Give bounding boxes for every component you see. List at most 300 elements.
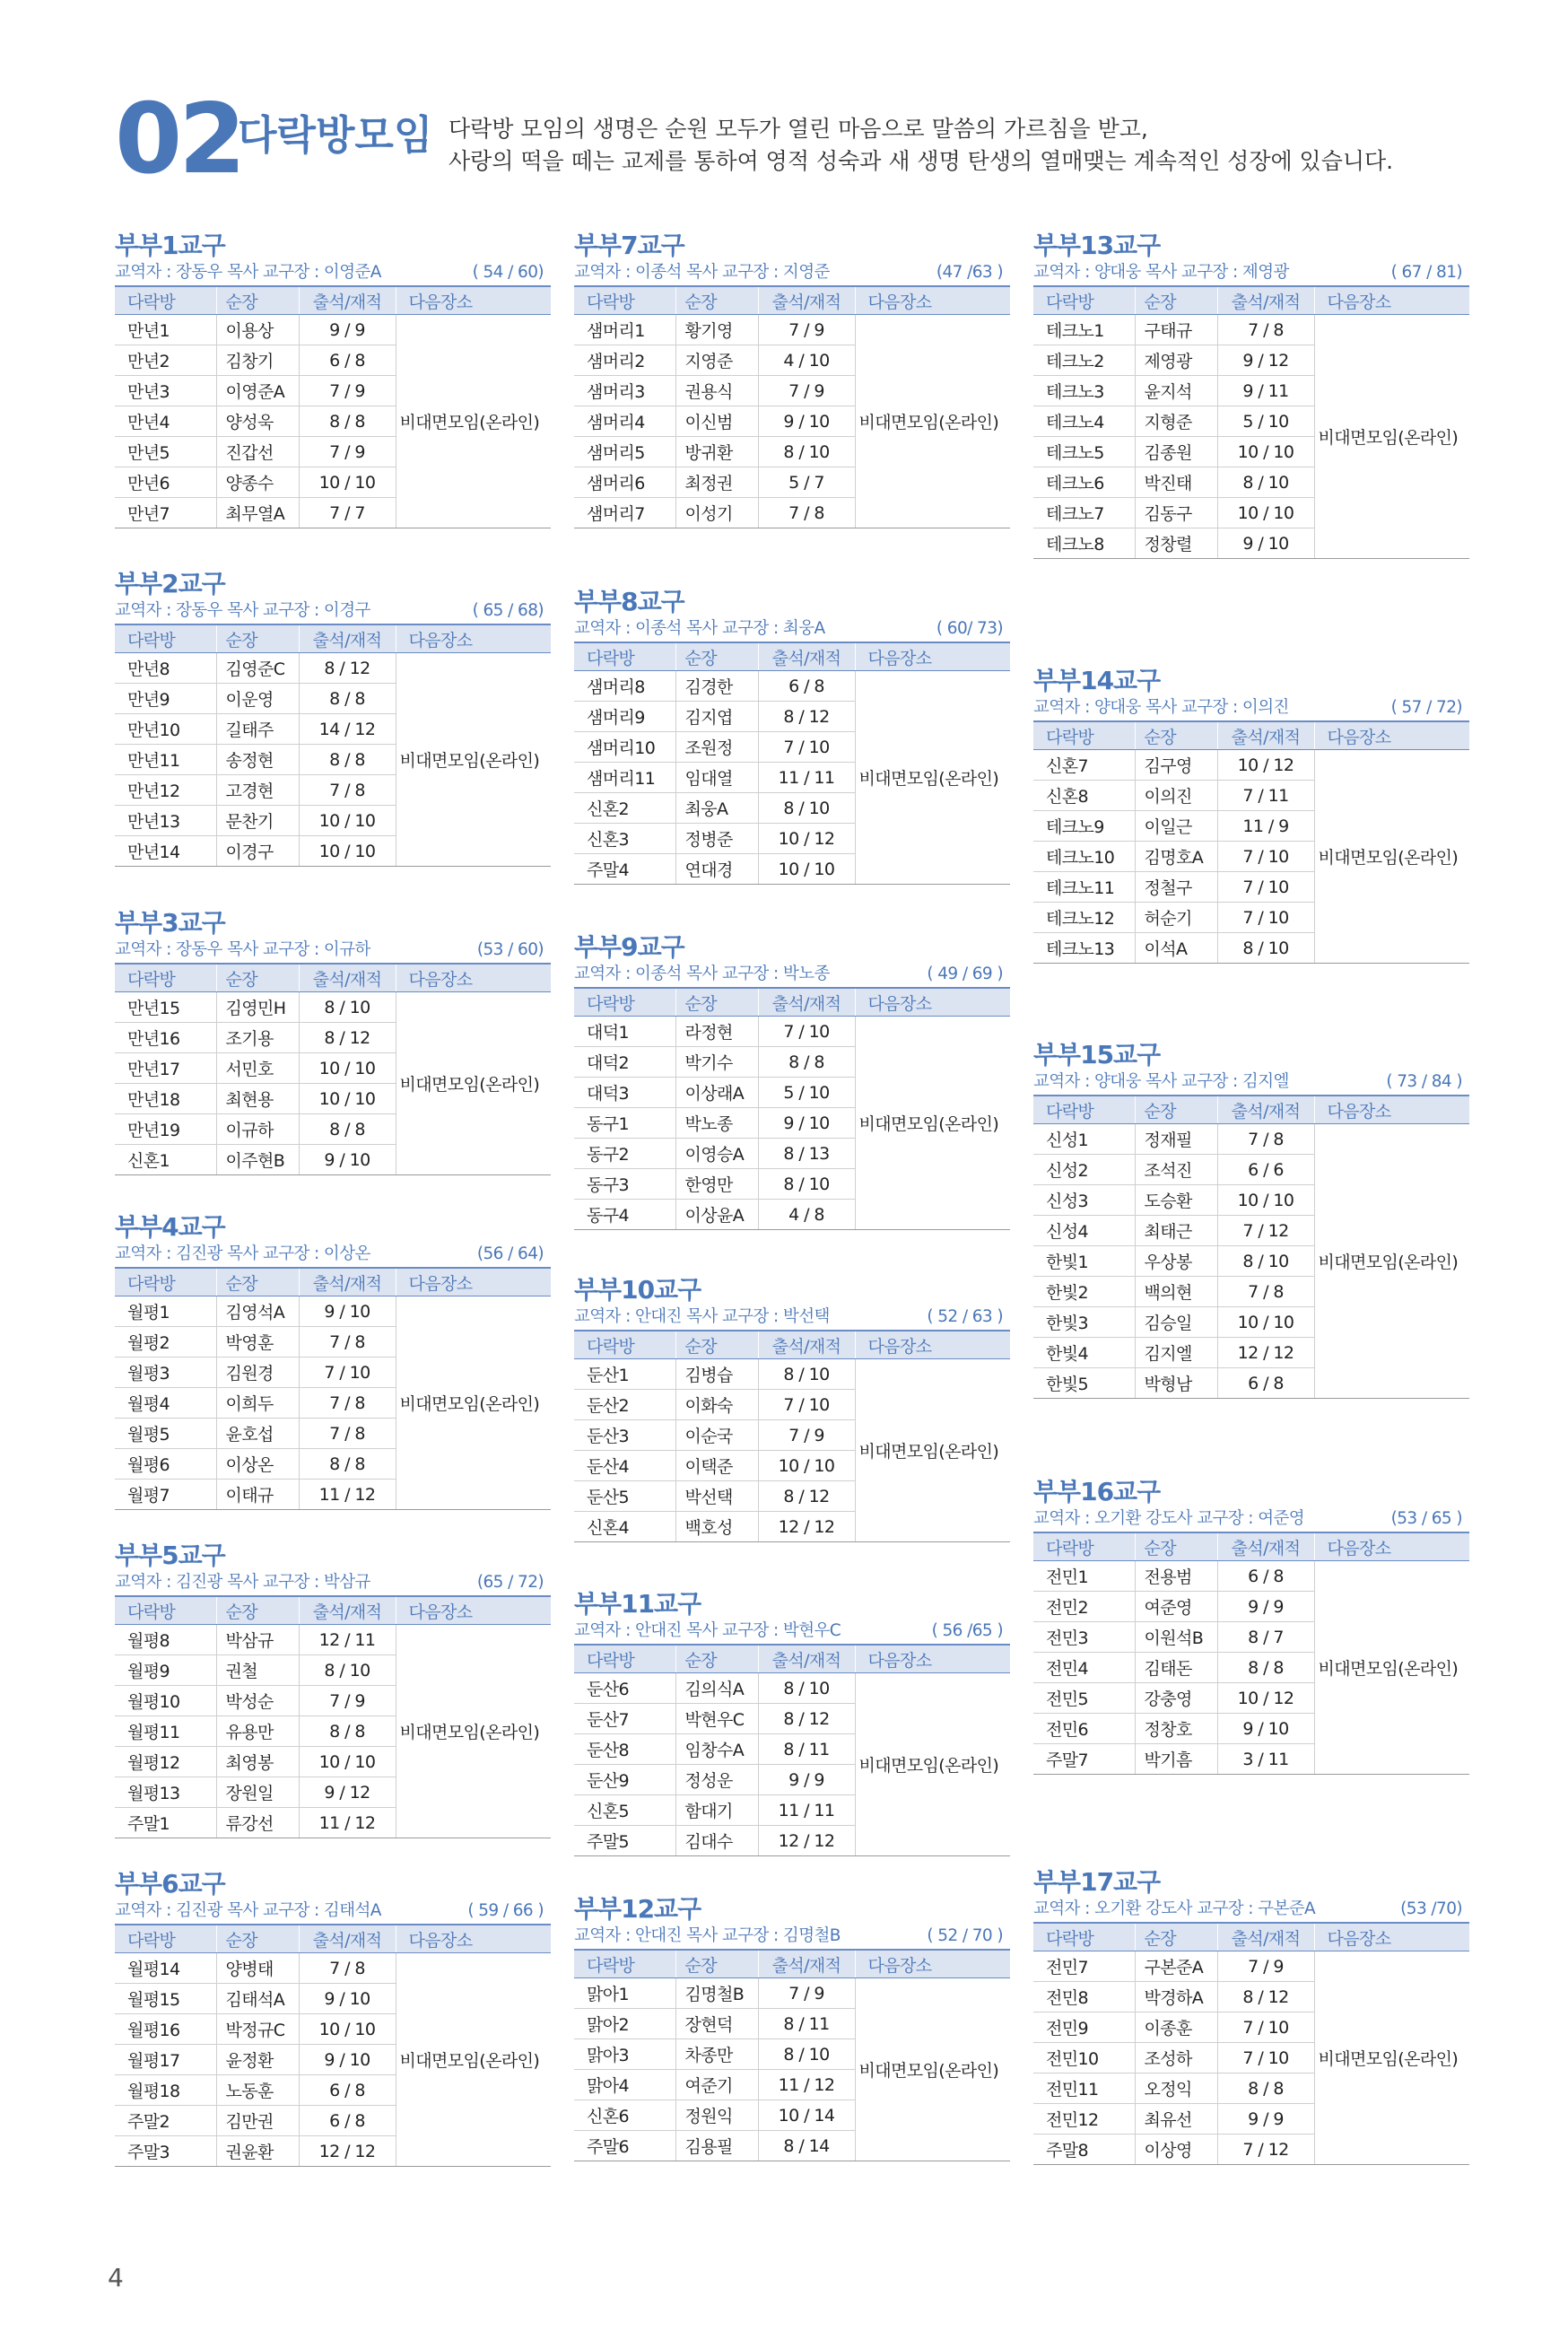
attendance-cell: 8 / 10 [758,437,855,467]
attendance-cell: 11 / 11 [758,1795,855,1826]
attendance-cell: 10 / 10 [299,836,396,867]
column-header: 출석/재적 [1217,721,1314,750]
attendance-total: ( 73 / 84 ) [1386,1072,1462,1091]
attendance-cell: 7 / 10 [1217,903,1314,933]
leader-text: 교역자 : 김진광 목사 교구장 : 김태석A [115,1901,381,1920]
attendance-total: (53 /70) [1400,1899,1462,1918]
attendance-table [115,1267,551,1510]
attendance-cell: 6 / 8 [299,2106,396,2136]
attendance-total: ( 67 / 81) [1390,263,1462,282]
group-name-cell: 주말7 [1033,1744,1135,1775]
attendance-cell: 8 / 13 [758,1139,855,1169]
meeting-place-cell: 비대면모임(온라인) [1314,750,1469,964]
column-header: 다락방 [574,1950,675,1978]
leader-cell: 박진태 [1135,467,1217,498]
section-description [449,113,1393,178]
attendance-table [1033,1922,1469,2165]
column-header: 순장 [216,624,299,653]
group-name-cell: 월평3 [115,1358,216,1388]
attendance-cell: 7 / 8 [299,1327,396,1358]
district-leaders [115,938,551,963]
group-name-cell: 한빛1 [1033,1246,1135,1277]
group-name-cell: 신혼8 [1033,781,1135,811]
column-header: 다음장소 [855,642,1010,671]
group-name-cell: 맑아2 [574,2009,675,2039]
meeting-place-cell: 비대면모임(온라인) [396,1953,551,2167]
leader-cell: 최현용 [216,1084,299,1114]
attendance-cell: 8 / 8 [299,684,396,714]
attendance-table [115,624,551,867]
table-row [115,653,551,684]
attendance-cell: 11 / 9 [1217,811,1314,842]
leader-text: 교역자 : 이종석 목사 교구장 : 지영준 [574,263,830,282]
attendance-cell: 4 / 8 [758,1200,855,1230]
column-header: 다음장소 [855,1645,1010,1673]
group-name-cell: 월평1 [115,1296,216,1327]
group-name-cell: 신혼7 [1033,750,1135,781]
attendance-cell: 4 / 10 [758,345,855,376]
leader-cell: 이신범 [675,406,758,437]
leader-cell: 이원석B [1135,1622,1217,1653]
leader-cell: 이영준A [216,376,299,406]
leader-cell: 이석A [1135,933,1217,964]
leader-cell: 구태규 [1135,315,1217,345]
attendance-cell: 8 / 10 [1217,933,1314,964]
attendance-cell: 10 / 10 [299,2014,396,2045]
group-name-cell: 전민8 [1033,1982,1135,2012]
leader-text: 교역자 : 이종석 목사 교구장 : 박노종 [574,965,830,983]
group-name-cell: 테크노2 [1033,345,1135,376]
district-group [1033,667,1469,964]
leader-cell: 김용필 [675,2131,758,2161]
group-name-cell: 둔산6 [574,1673,675,1704]
leader-cell: 권윤환 [216,2136,299,2167]
group-name-cell: 월평18 [115,2075,216,2106]
attendance-total: ( 49 / 69 ) [927,965,1003,983]
district-title: 부부16교구 [1033,1477,1161,1506]
attendance-cell: 9 / 10 [758,406,855,437]
attendance-cell: 8 / 10 [299,992,396,1023]
group-name-cell: 만년18 [115,1084,216,1114]
group-name-cell: 테크노10 [1033,842,1135,872]
leader-cell: 양성욱 [216,406,299,437]
district-group [115,1541,551,1838]
leader-cell: 라정현 [675,1017,758,1047]
column-header: 출석/재적 [758,1645,855,1673]
attendance-cell: 5 / 10 [758,1078,855,1108]
group-name-cell: 신혼5 [574,1795,675,1826]
leader-cell: 구본준A [1135,1951,1217,1982]
group-name-cell: 동구3 [574,1169,675,1200]
attendance-table [574,642,1010,885]
attendance-cell: 9 / 12 [299,1777,396,1808]
leader-text: 교역자 : 양대웅 목사 교구장 : 김지엘 [1033,1072,1289,1091]
leader-cell: 백호성 [675,1512,758,1542]
column-header: 순장 [1135,1096,1217,1124]
group-name-cell: 둔산4 [574,1451,675,1481]
column-header: 순장 [675,988,758,1017]
leader-cell: 김동구 [1135,498,1217,528]
district-group [115,570,551,867]
leader-cell: 김종원 [1135,437,1217,467]
column-header: 순장 [216,964,299,992]
column-header: 순장 [675,286,758,315]
group-name-cell: 한빛4 [1033,1338,1135,1368]
attendance-cell: 7 / 11 [1217,781,1314,811]
group-name-cell: 전민7 [1033,1951,1135,1982]
attendance-cell: 9 / 9 [299,315,396,345]
leader-cell: 이영승A [675,1139,758,1169]
meeting-place-cell: 비대면모임(온라인) [396,1625,551,1838]
leader-cell: 이상온 [216,1449,299,1480]
leader-text: 교역자 : 오기환 강도사 교구장 : 여준영 [1033,1509,1305,1528]
group-name-cell: 만년1 [115,315,216,345]
column-header: 다락방 [115,286,216,315]
district-title: 부부7교구 [574,231,684,260]
column-header: 출석/재적 [1217,1923,1314,1951]
leader-cell: 길태주 [216,714,299,745]
meeting-place-cell: 비대면모임(온라인) [396,315,551,528]
attendance-table [115,1595,551,1838]
leader-cell: 송정현 [216,745,299,775]
attendance-cell: 10 / 14 [758,2100,855,2131]
leader-text: 교역자 : 양대웅 목사 교구장 : 제영광 [1033,263,1289,282]
attendance-table [574,1949,1010,2161]
column-header: 출석/재적 [299,964,396,992]
attendance-cell: 5 / 7 [758,467,855,498]
leader-cell: 우상봉 [1135,1246,1217,1277]
leader-cell: 양종수 [216,467,299,498]
attendance-total: (53 / 65 ) [1390,1509,1462,1528]
attendance-cell: 6 / 8 [299,2075,396,2106]
group-name-cell: 테크노3 [1033,376,1135,406]
group-name-cell: 만년5 [115,437,216,467]
district-group [574,933,1010,1230]
attendance-cell: 12 / 12 [758,1512,855,1542]
column-header: 순장 [1135,286,1217,315]
leader-text: 교역자 : 장동우 목사 교구장 : 이규하 [115,940,370,959]
leader-cell: 김창기 [216,345,299,376]
meeting-place-cell: 비대면모임(온라인) [1314,1561,1469,1775]
column-header: 순장 [675,1950,758,1978]
group-name-cell: 만년4 [115,406,216,437]
group-name-cell: 월평11 [115,1716,216,1747]
leader-cell: 정재필 [1135,1124,1217,1155]
district-group [1033,1478,1469,1775]
leader-cell: 이상윤A [675,1200,758,1230]
attendance-cell: 9 / 9 [1217,1592,1314,1622]
attendance-cell: 11 / 12 [758,2070,855,2100]
group-name-cell: 전민1 [1033,1561,1135,1592]
district-title: 부부6교구 [115,1869,225,1899]
group-name-cell: 주말6 [574,2131,675,2161]
group-name-cell: 테크노8 [1033,528,1135,559]
attendance-cell: 10 / 12 [758,824,855,854]
attendance-cell: 7 / 10 [1217,2012,1314,2043]
attendance-cell: 12 / 12 [758,1826,855,1856]
district-leaders [574,616,1010,642]
attendance-cell: 9 / 11 [1217,376,1314,406]
attendance-total: (47 /63 ) [936,263,1003,282]
group-name-cell: 만년16 [115,1023,216,1053]
group-name-cell: 월평4 [115,1388,216,1419]
column-header: 순장 [675,642,758,671]
table-row [115,1296,551,1327]
column-header: 다음장소 [396,964,551,992]
column-header: 다락방 [1033,286,1135,315]
attendance-cell: 8 / 10 [758,1169,855,1200]
leader-cell: 이희두 [216,1388,299,1419]
attendance-cell: 8 / 12 [299,1023,396,1053]
leader-cell: 이택준 [675,1451,758,1481]
district-leaders [574,1305,1010,1330]
column-header: 다락방 [1033,1923,1135,1951]
attendance-table [1033,1095,1469,1399]
attendance-cell: 7 / 9 [299,1686,396,1716]
group-name-cell: 샘머리5 [574,437,675,467]
attendance-cell: 3 / 11 [1217,1744,1314,1775]
group-name-cell: 샘머리7 [574,498,675,528]
column-header: 다락방 [574,1645,675,1673]
leader-cell: 강충영 [1135,1683,1217,1714]
district-title: 부부12교구 [574,1894,701,1924]
district-leaders [115,598,551,624]
group-name-cell: 테크노11 [1033,872,1135,903]
attendance-cell: 8 / 8 [299,1449,396,1480]
attendance-cell: 7 / 8 [299,1419,396,1449]
column-header: 다락방 [115,624,216,653]
leader-cell: 고경현 [216,775,299,806]
leader-cell: 이성기 [675,498,758,528]
leader-cell: 이운영 [216,684,299,714]
column-header: 다락방 [1033,721,1135,750]
leader-cell: 권철 [216,1655,299,1686]
group-name-cell: 월평17 [115,2045,216,2075]
attendance-cell: 8 / 8 [299,1114,396,1145]
meeting-place-cell: 비대면모임(온라인) [396,1296,551,1510]
district-title: 부부17교구 [1033,1867,1161,1897]
leader-cell: 장원일 [216,1777,299,1808]
group-name-cell: 둔산5 [574,1481,675,1512]
group-name-cell: 주말1 [115,1808,216,1838]
leader-cell: 김태돈 [1135,1653,1217,1683]
leader-cell: 윤정환 [216,2045,299,2075]
column-header: 출석/재적 [758,1950,855,1978]
page-number: 4 [108,2263,124,2292]
group-name-cell: 샘머리9 [574,702,675,732]
attendance-table [574,987,1010,1230]
group-name-cell: 월평6 [115,1449,216,1480]
attendance-total: ( 54 / 60) [472,263,544,282]
group-name-cell: 둔산2 [574,1390,675,1420]
attendance-cell: 9 / 10 [299,1145,396,1175]
table-header-row [1033,1532,1469,1561]
column-header: 순장 [675,1331,758,1359]
leader-cell: 정원익 [675,2100,758,2131]
leader-cell: 방귀환 [675,437,758,467]
leader-cell: 이의진 [1135,781,1217,811]
meeting-place-cell: 비대면모임(온라인) [855,671,1010,885]
leader-cell: 박형남 [1135,1368,1217,1399]
group-name-cell: 전민11 [1033,2073,1135,2104]
column-header: 다음장소 [1314,1096,1469,1124]
leader-text: 교역자 : 김진광 목사 교구장 : 이상온 [115,1244,370,1263]
group-name-cell: 테크노4 [1033,406,1135,437]
group-name-cell: 신성1 [1033,1124,1135,1155]
leader-text: 교역자 : 이종석 목사 교구장 : 최웅A [574,619,825,638]
leader-cell: 이일근 [1135,811,1217,842]
table-header-row [574,1950,1010,1978]
leader-cell: 박영훈 [216,1327,299,1358]
attendance-cell: 10 / 10 [1217,1307,1314,1338]
column-header: 출석/재적 [299,286,396,315]
group-name-cell: 만년11 [115,745,216,775]
column-header: 다음장소 [855,286,1010,315]
leader-cell: 김승일 [1135,1307,1217,1338]
attendance-cell: 8 / 10 [1217,467,1314,498]
leader-cell: 김대수 [675,1826,758,1856]
table-row [1033,315,1469,345]
table-row [115,315,551,345]
leader-text: 교역자 : 오기환 강도사 교구장 : 구본준A [1033,1899,1316,1918]
leader-cell: 정창렬 [1135,528,1217,559]
leader-cell: 이상래A [675,1078,758,1108]
leader-cell: 장현덕 [675,2009,758,2039]
district-title: 부부5교구 [115,1541,225,1570]
group-name-cell: 만년19 [115,1114,216,1145]
attendance-cell: 12 / 11 [299,1625,396,1655]
leader-cell: 노동훈 [216,2075,299,2106]
district-title: 부부9교구 [574,932,684,962]
column-header: 다락방 [574,988,675,1017]
group-name-cell: 테크노6 [1033,467,1135,498]
district-leaders [574,1924,1010,1949]
attendance-cell: 9 / 10 [1217,528,1314,559]
group-name-cell: 맑아1 [574,1978,675,2009]
attendance-cell: 8 / 12 [758,1704,855,1734]
group-name-cell: 주말8 [1033,2135,1135,2165]
table-header-row [574,1645,1010,1673]
attendance-cell: 9 / 10 [299,2045,396,2075]
attendance-total: (53 / 60) [476,940,544,959]
attendance-cell: 10 / 10 [1217,498,1314,528]
attendance-table [115,285,551,528]
group-name-cell: 한빛2 [1033,1277,1135,1307]
attendance-cell: 10 / 10 [758,854,855,885]
leader-cell: 김만권 [216,2106,299,2136]
group-name-cell: 전민6 [1033,1714,1135,1744]
leader-cell: 김지엘 [1135,1338,1217,1368]
table-header-row [115,286,551,315]
leader-cell: 박성순 [216,1686,299,1716]
table-header-row [115,624,551,653]
attendance-cell: 10 / 10 [299,467,396,498]
column-header: 다락방 [574,1331,675,1359]
attendance-cell: 7 / 8 [1217,1124,1314,1155]
group-name-cell: 샘머리1 [574,315,675,345]
group-name-cell: 월평13 [115,1777,216,1808]
attendance-cell: 12 / 12 [299,2136,396,2167]
group-name-cell: 만년17 [115,1053,216,1084]
column-header: 다음장소 [855,1331,1010,1359]
attendance-cell: 7 / 10 [1217,872,1314,903]
district-group [115,909,551,1175]
group-name-cell: 만년3 [115,376,216,406]
group-name-cell: 주말5 [574,1826,675,1856]
leader-text: 교역자 : 안대진 목사 교구장 : 김명철B [574,1926,841,1945]
attendance-cell: 10 / 10 [299,1084,396,1114]
column-header: 출석/재적 [758,988,855,1017]
attendance-total: (65 / 72) [476,1573,544,1592]
attendance-cell: 9 / 10 [299,1984,396,2014]
leader-cell: 김병습 [675,1359,758,1390]
group-name-cell: 전민12 [1033,2104,1135,2135]
group-name-cell: 만년6 [115,467,216,498]
attendance-cell: 6 / 8 [1217,1561,1314,1592]
attendance-cell: 9 / 10 [758,1108,855,1139]
leader-text: 교역자 : 안대진 목사 교구장 : 박선택 [574,1307,830,1326]
attendance-cell: 11 / 12 [299,1480,396,1510]
leader-cell: 이경구 [216,836,299,867]
group-name-cell: 전민3 [1033,1622,1135,1653]
leader-cell: 박삼규 [216,1625,299,1655]
district-group [574,588,1010,885]
group-name-cell: 대덕1 [574,1017,675,1047]
attendance-cell: 10 / 10 [758,1451,855,1481]
attendance-cell: 9 / 12 [1217,345,1314,376]
column-header: 다음장소 [396,1268,551,1296]
meeting-place-cell: 비대면모임(온라인) [855,1017,1010,1230]
table-row [574,1017,1010,1047]
district-group [574,1276,1010,1542]
group-name-cell: 둔산8 [574,1734,675,1765]
column-header: 순장 [1135,721,1217,750]
leader-cell: 이종훈 [1135,2012,1217,2043]
group-name-cell: 월평9 [115,1655,216,1686]
column-header: 다음장소 [855,1950,1010,1978]
attendance-cell: 10 / 10 [299,806,396,836]
attendance-cell: 8 / 11 [758,1734,855,1765]
attendance-cell: 12 / 12 [1217,1338,1314,1368]
column-header: 다음장소 [1314,721,1469,750]
group-name-cell: 월평10 [115,1686,216,1716]
leader-cell: 김영민H [216,992,299,1023]
group-name-cell: 테크노1 [1033,315,1135,345]
leader-cell: 이순국 [675,1420,758,1451]
attendance-cell: 6 / 8 [1217,1368,1314,1399]
district-leaders [1033,1897,1469,1922]
attendance-cell: 7 / 8 [299,1953,396,1984]
group-name-cell: 둔산1 [574,1359,675,1390]
column-header: 출석/재적 [299,1596,396,1625]
district-leaders [1033,1069,1469,1095]
column-header: 순장 [216,286,299,315]
leader-cell: 임대열 [675,763,758,793]
attendance-cell: 10 / 12 [1217,1683,1314,1714]
leader-cell: 문찬기 [216,806,299,836]
column-header: 출석/재적 [1217,1532,1314,1561]
table-header-row [574,1331,1010,1359]
attendance-cell: 7 / 8 [299,1388,396,1419]
leader-cell: 김의식A [675,1673,758,1704]
leader-cell: 최유선 [1135,2104,1217,2135]
meeting-place-cell: 비대면모임(온라인) [1314,1124,1469,1399]
leader-cell: 윤호섭 [216,1419,299,1449]
leader-cell: 박기흠 [1135,1744,1217,1775]
column-header: 다락방 [574,642,675,671]
group-name-cell: 신혼2 [574,793,675,824]
leader-cell: 김원경 [216,1358,299,1388]
